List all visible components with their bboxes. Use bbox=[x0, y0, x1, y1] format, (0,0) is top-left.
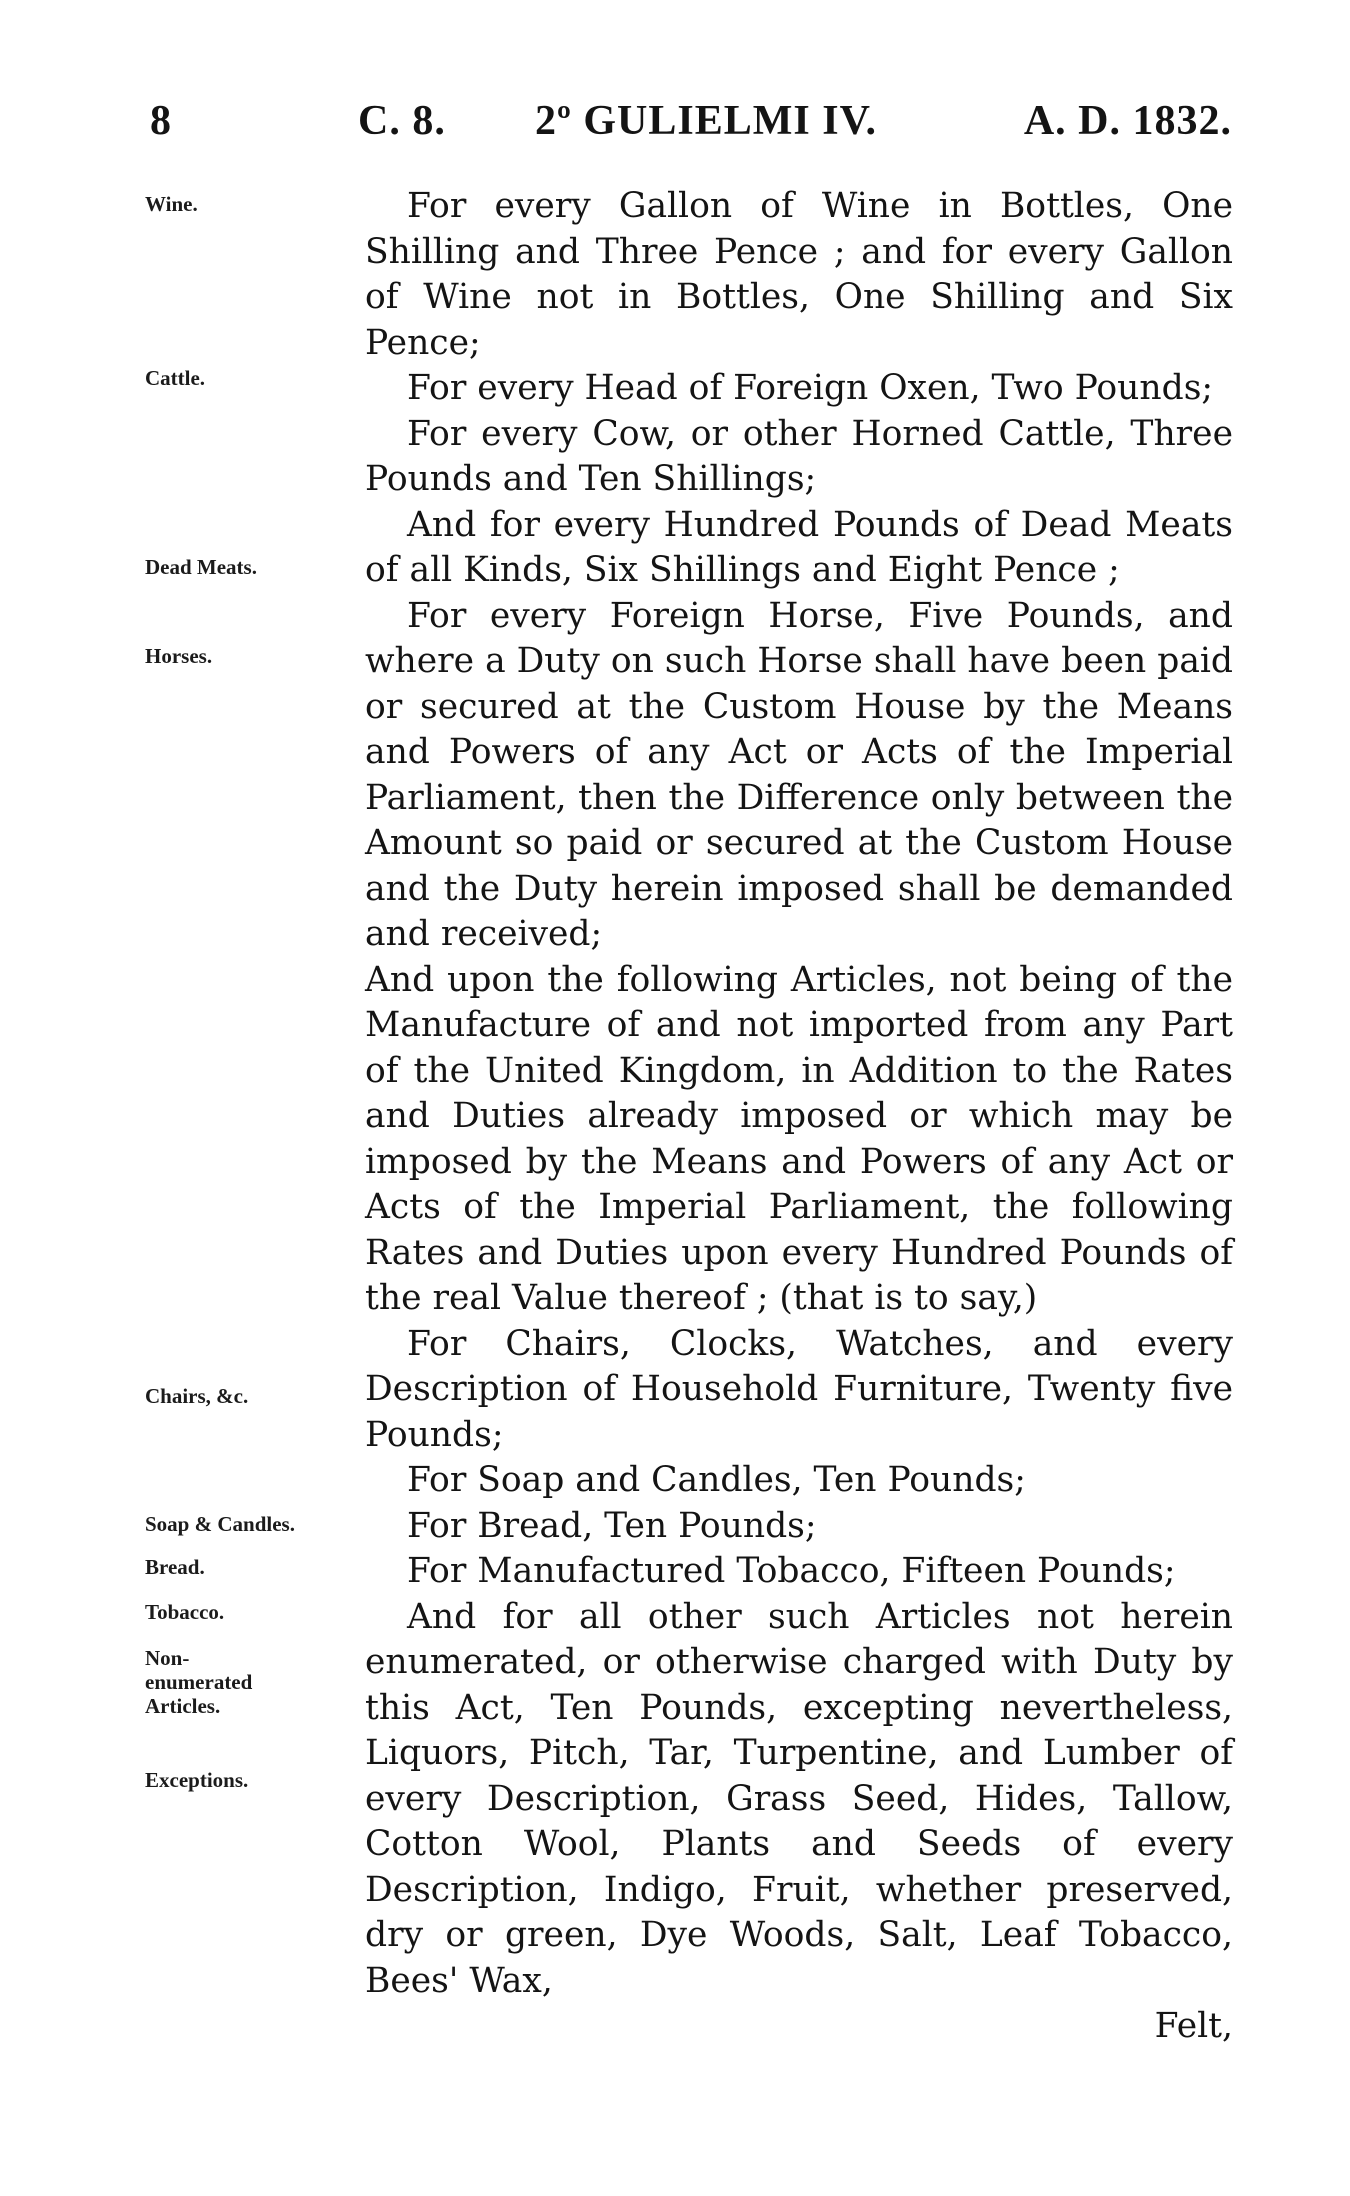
margin-note-cattle: Cattle. bbox=[145, 366, 206, 390]
paragraph-horses: For every Foreign Horse, Five Pounds, and where a Duty on such Horse shall have been paid or secured at the Custom House by the Means and Powers of any Act or Acts of the Imperial Parliament, then the Difference only between the Amount so paid or secured at the Custom House and the Duty herein imposed shall be demanded and received; bbox=[365, 595, 1233, 954]
paragraph-non-enumerated: And for all other such Articles not herein enumerated, or otherwise charged with Duty by this Act, Ten Pounds, excepting nevertheless, Liquors, Pitch, Tar, Turpentine, and Lumber of every Description, Grass Seed, Hides, Tallow, Cotton Wool, Plants and Seeds of every Description, Indigo, Fruit, whether preserved, dry or green, Dye Woods, Salt, Leaf Tobacco, Bees' Wax, bbox=[365, 1596, 1233, 2001]
margin-note-chairs: Chairs, &c. bbox=[145, 1384, 249, 1408]
margin-note-wine: Wine. bbox=[145, 192, 198, 216]
paragraph-dead-meats: And for every Hundred Pounds of Dead Meats of all Kinds, Six Shillings and Eight Pence ; bbox=[365, 504, 1233, 590]
chapter-number: C. 8. bbox=[358, 98, 446, 144]
margin-note-tobacco: Tobacco. bbox=[145, 1600, 225, 1624]
paragraph-soap-candles: For Soap and Candles, Ten Pounds; bbox=[407, 1460, 1026, 1500]
paragraph-furniture: For Chairs, Clocks, Watches, and every Description of Household Furniture, Twenty five Pounds; bbox=[365, 1323, 1233, 1455]
margin-note-exceptions: Exceptions. bbox=[145, 1768, 249, 1792]
running-head bbox=[150, 97, 1232, 147]
paragraph-wine: For every Gallon of Wine in Bottles, One Shilling and Three Pence ; and for every Gallon of Wine not in Bottles, One Shilling and Six Pence; bbox=[365, 186, 1233, 363]
paragraph-tobacco: For Manufactured Tobacco, Fifteen Pounds; bbox=[407, 1551, 1176, 1591]
paragraph-cattle: For every Cow, or other Horned Cattle, Three Pounds and Ten Shillings; bbox=[365, 413, 1233, 499]
margin-note-horses: Horses. bbox=[145, 644, 213, 668]
year-of-act: A. D. 1832. bbox=[1023, 98, 1232, 144]
paragraph-articles: And upon the following Articles, not being of the Manufacture of and not imported from any Part of the United Kingdom, in Addition to the Rates and Duties already imposed or which may be imposed by the Means and Powers of any Act or Acts of the Imperial Parliament, the following Rates and Duties upon every Hundred Pounds of the real Value thereof ; (that is to say,) bbox=[365, 959, 1233, 1318]
page-number: 8 bbox=[150, 98, 172, 144]
margin-note-dead-meats: Dead Meats. bbox=[145, 555, 257, 579]
margin-note-bread: Bread. bbox=[145, 1555, 205, 1579]
paragraph-oxen: For every Head of Foreign Oxen, Two Pounds; bbox=[407, 368, 1214, 408]
paragraph-bread: For Bread, Ten Pounds; bbox=[407, 1505, 817, 1546]
margin-note-non-enumerated: Non-enumerated Articles. bbox=[145, 1646, 253, 1718]
regnal-year: 2º GULIELMI IV. bbox=[535, 98, 877, 144]
margin-note-soap-candles: Soap & Candles. bbox=[145, 1512, 295, 1536]
catchword: Felt, bbox=[1154, 2006, 1233, 2046]
statute-text bbox=[365, 184, 1233, 2050]
